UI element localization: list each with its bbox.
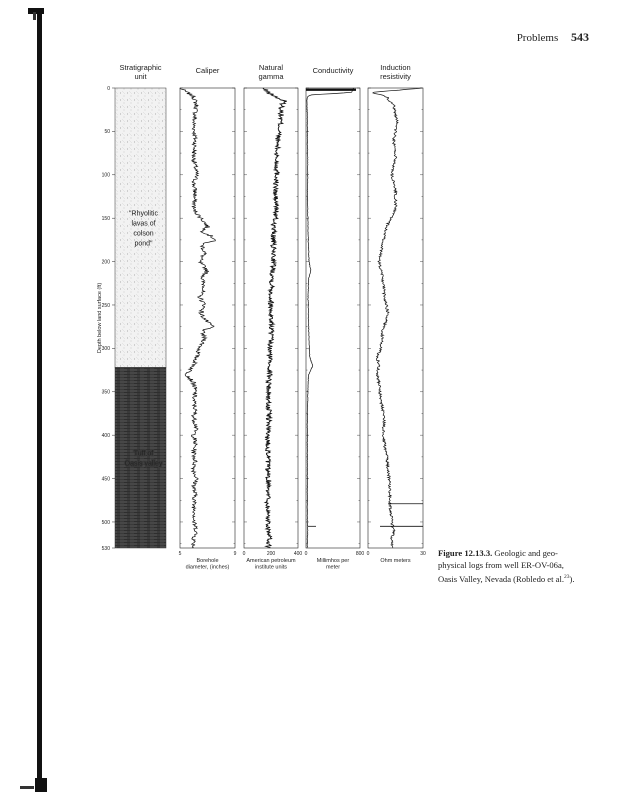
track-title: resistivity [380,72,411,81]
strat-unit-name: lavas of [131,220,156,228]
track-title: Caliper [195,66,220,75]
log-curve-natural-gamma [263,88,287,548]
caption-line-3: Oasis Valley, Nevada (Robledo et al. [438,573,565,584]
track-title: unit [134,72,147,81]
track-unit-label: meter [325,564,341,571]
track-scale-label: 400 [293,551,303,557]
track-title: Natural [258,63,284,72]
depth-tick-label: 0 [107,85,110,92]
depth-tick-label: 300 [101,346,110,353]
log-curve-caliper [180,88,215,548]
track-unit-label: Ohm meters [380,558,411,564]
depth-tick-label: 50 [104,129,110,136]
depth-tick-label: 100 [101,172,110,179]
track-unit-label: diameter, (inches) [185,564,230,571]
track-frame [306,88,360,548]
track-scale-label: 9 [233,551,237,557]
log-curve-conductivity [307,88,354,548]
track-unit-label: institute units [254,564,288,571]
track-frame [244,88,298,548]
caption-line-2: physical logs from well ER-OV-06a, [438,560,564,570]
depth-tick-label: 150 [101,215,110,222]
depth-tick-label: 350 [101,389,110,396]
track-frame [368,88,423,548]
strat-unit-name: "Rhyolitic [129,210,158,218]
strat-unit-name: Tuff of [133,450,154,458]
track-title: gamma [258,72,284,81]
strat-unit-name: Oasis valley [124,460,163,468]
depth-tick-label: 530 [101,545,110,552]
track-scale-label: 200 [266,551,276,557]
track-scale-label: 30 [420,551,426,557]
page-number: 543 [571,30,589,44]
log-curve-induction-resistivity [373,88,422,548]
track-unit-label: American petroleum [246,558,296,564]
caption-reference: 23 [564,574,570,580]
track-title: Conductivity [312,66,354,75]
caption-end: ). [569,573,575,584]
track-scale-label: 5 [178,551,182,557]
track-scale-label: 0 [366,551,370,557]
track-scale-label: 0 [304,551,308,557]
figure-label: Figure 12.13.3. [438,548,493,558]
figure-caption [438,547,608,585]
track-title: Stratigraphic [119,63,162,72]
depth-tick-label: 250 [101,302,110,309]
strat-unit-name: pond" [134,240,153,248]
depth-tick-label: 500 [101,519,110,526]
track-unit-label: Borehole [196,558,219,564]
track-frame [180,88,235,548]
depth-tick-label: 200 [101,259,110,266]
depth-tick-label: 400 [101,432,110,439]
strat-unit-name: colson [133,230,154,238]
track-scale-label: 800 [355,551,365,557]
depth-axis-label: Depth below land surface (ft) [97,282,103,354]
caption-line-1: Geologic and geo- [494,548,558,558]
track-scale-label: 0 [242,551,246,557]
section-title: Problems [516,32,559,44]
track-title: Induction [380,63,411,72]
track-unit-label: Millimhos per [316,558,350,564]
depth-tick-label: 450 [101,476,110,483]
